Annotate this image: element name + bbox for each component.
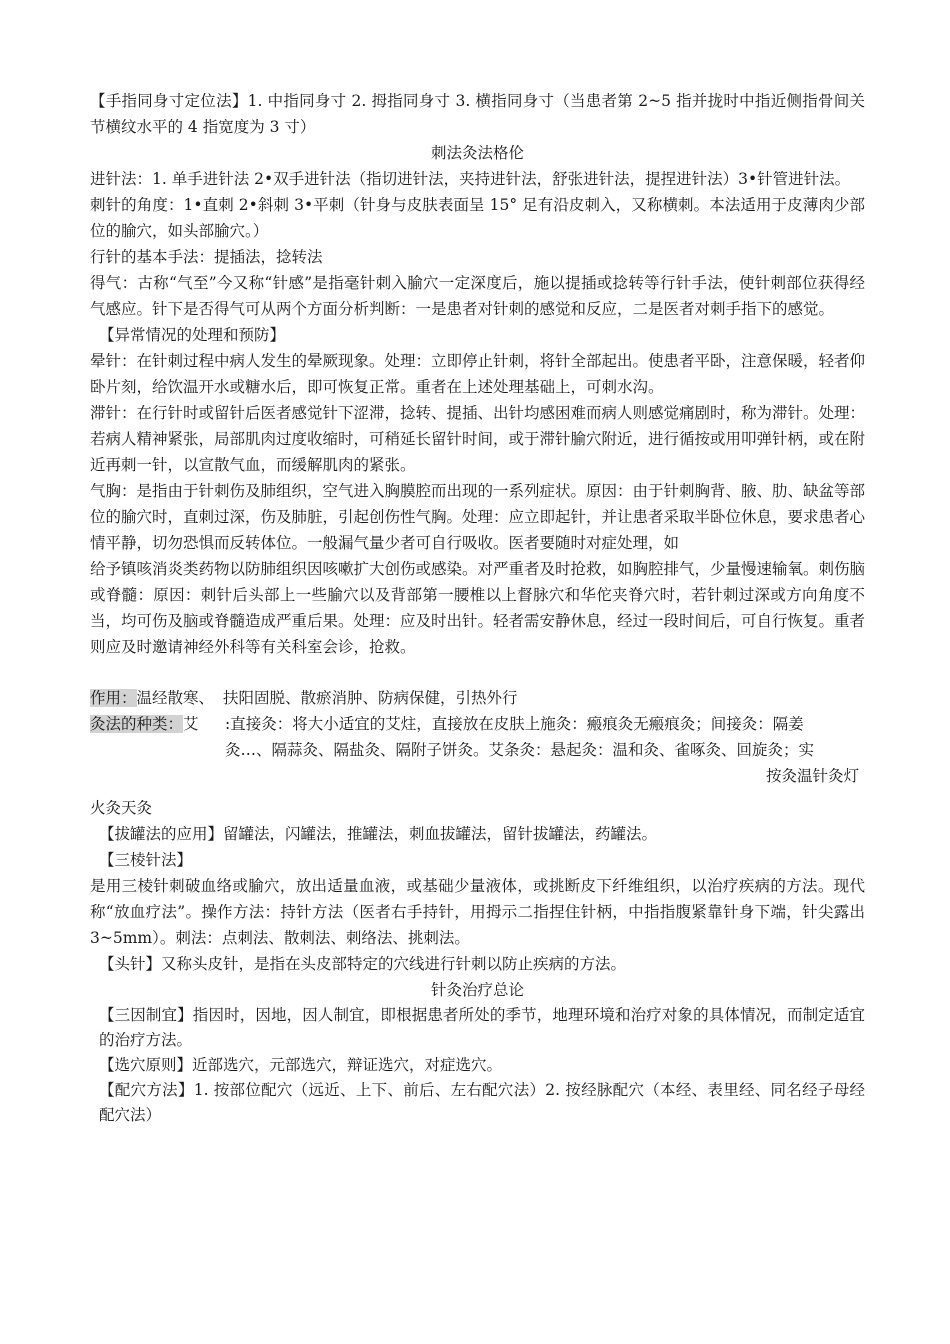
types-text-b: :直接灸：将大小适宜的艾炷，直接放在皮肤上施灸：瘢痕灸无瘢痕灸；间接灸：隔姜 <box>225 715 804 733</box>
effects-text-a: 温经散寒、 <box>136 689 215 707</box>
types-text-d: 按灸温针灸灯 <box>765 767 859 785</box>
para-fainting: 晕针：在针刺过程中病人发生的晕厥现象。处理：立即停止针刺，将针全部起出。使患者平卧，注意保暖，轻者仰卧片刻，给饮温开水或糖水后，即可恢复正常。重者在上述处理基础上，可刺水沟。 <box>90 352 866 396</box>
para-three-edged-needle: 是用三棱针刺破血络或腧穴，放出适量血液，或基础少量液体，或挑断皮下纤维组织，以治疗疾病的方法。现代称“放血疗法”。操作方法：持针方法（医者右手持针，用拇示二指捏住针柄，中指指腹紧靠针身下端，针尖露出 3~5mm）。刺法：点刺法、散刺法、刺络法、挑刺法。 <box>90 877 865 947</box>
heading-cifa-jiufa: 刺法灸法格伦 <box>430 144 524 162</box>
para-deqi: 得气：古称“气至”今又称“针感”是指毫针刺入腧穴一定深度后，施以提插或捻转等行针手法，使针刺部位获得经气感应。针下是否得气可从两个方面分析判断：一是患者对针刺的感觉和反应，二是医者对刺手指下的感觉。 <box>90 274 865 318</box>
para-needle-insertion: 进针法：1. 单手进针法 2•双手进针法（指切进针法，夹持进针法，舒张进针法，提捏进针法）3•针管进针法。 <box>90 170 851 188</box>
heading-treatment-general: 针灸治疗总论 <box>430 981 524 999</box>
section-hand-cun: 【手指同身寸定位法】1. 中指同身寸 2. 拇指同身寸 3. 横指同身寸（当患者第 2~5 指并拢时中指近侧指骨间关节横纹水平的 4 指宽度为 3 寸） <box>90 92 865 136</box>
heading-abnormal-situations: 【异常情况的处理和预防】 <box>99 326 286 344</box>
para-point-selection: 【选穴原则】近部选穴，元部选穴，辩证选穴，对症选穴。 <box>99 1056 503 1074</box>
document-page <box>90 88 865 1128</box>
moxibustion-types-row <box>90 711 865 737</box>
para-needle-angle: 刺针的角度：1•直刺 2•斜刺 3•平刺（针身与皮肤表面呈 15° 足有沿皮刺入，又称横刺。本法适用于皮薄肉少部位的腧穴，如头部腧穴。） <box>90 196 865 240</box>
heading-three-edged-needle: 【三棱针法】 <box>99 851 193 869</box>
types-label: 灸法的种类： <box>90 715 184 733</box>
types-text-e: 火灸天灸 <box>90 799 153 817</box>
moxibustion-effects-row <box>90 685 865 711</box>
moxibustion-types-row-2 <box>90 737 865 763</box>
types-text-c: 灸…、隔蒜灸、隔盐灸、隔附子饼灸。艾条灸：悬起灸：温和灸、雀啄灸、回旋灸；实 <box>225 741 815 759</box>
para-pneumothorax-continued: 给予镇咳消炎类药物以防肺组织因咳嗽扩大创伤或感染。对严重者及时抢救，如胸腔排气，少量慢速输氧。刺伤脑或脊髓：原因：刺针后头部上一些腧穴以及背部第一腰椎以上督脉穴和华佗夹脊穴时，若针刺过深或方向角度不当，均可伤及脑或脊髓造成严重后果。处理：应及时出针。轻者需安静休息，经过一段时间后，可自行恢复。重者则应及时邀请神经外科等有关科室会诊，抢救。 <box>90 560 866 656</box>
para-stuck-needle: 滞针：在行针时或留针后医者感觉针下涩滞，捻转、提插、出针均感困难而病人则感觉痛剧时，称为滞针。处理：若病人精神紧张，局部肌肉过度收缩时，可稍延长留针时间，或于滞针腧穴附近，进行循按或用叩弹针柄，或在附近再刺一针，以宣散气血，而缓解肌肉的紧张。 <box>90 404 866 474</box>
para-cupping: 【拔罐法的应用】留罐法，闪罐法，推罐法，刺血拔罐法，留针拔罐法，药罐法。 <box>99 825 658 843</box>
effects-text-b: 扶阳固脱、散瘀消肿、防病保健，引热外行 <box>223 689 518 707</box>
para-scalp-acupuncture: 【头针】又称头皮针，是指在头皮部特定的穴线进行针刺以防止疾病的方法。 <box>99 955 627 973</box>
spacer <box>90 660 865 685</box>
types-text-a: 艾 <box>183 715 199 733</box>
para-point-combination: 【配穴方法】1. 按部位配穴（远近、上下、前后、左右配穴法）2. 按经脉配穴（本经、表里经、同名经子母经配穴法） <box>99 1081 865 1124</box>
effects-label: 作用： <box>90 689 137 707</box>
para-three-factors: 【三因制宜】指因时，因地，因人制宜，即根据患者所处的季节，地理环境和治疗对象的具体情况，而制定适宜的治疗方法。 <box>99 1006 865 1049</box>
para-needle-manipulation: 行针的基本手法：提插法，捻转法 <box>90 248 323 266</box>
para-pneumothorax: 气胸：是指由于针刺伤及肺组织，空气进入胸膜腔而出现的一系列症状。原因：由于针刺胸背、腋、肋、缺盆等部位的腧穴时，直刺过深，伤及肺脏，引起创伤性气胸。处理：应立即起针，并让患者采取半卧位休息，要求患者心情平静，切勿恐惧而反转体位。一般漏气量少者可自行吸收。医者要随时对症处理，如 <box>90 482 866 552</box>
